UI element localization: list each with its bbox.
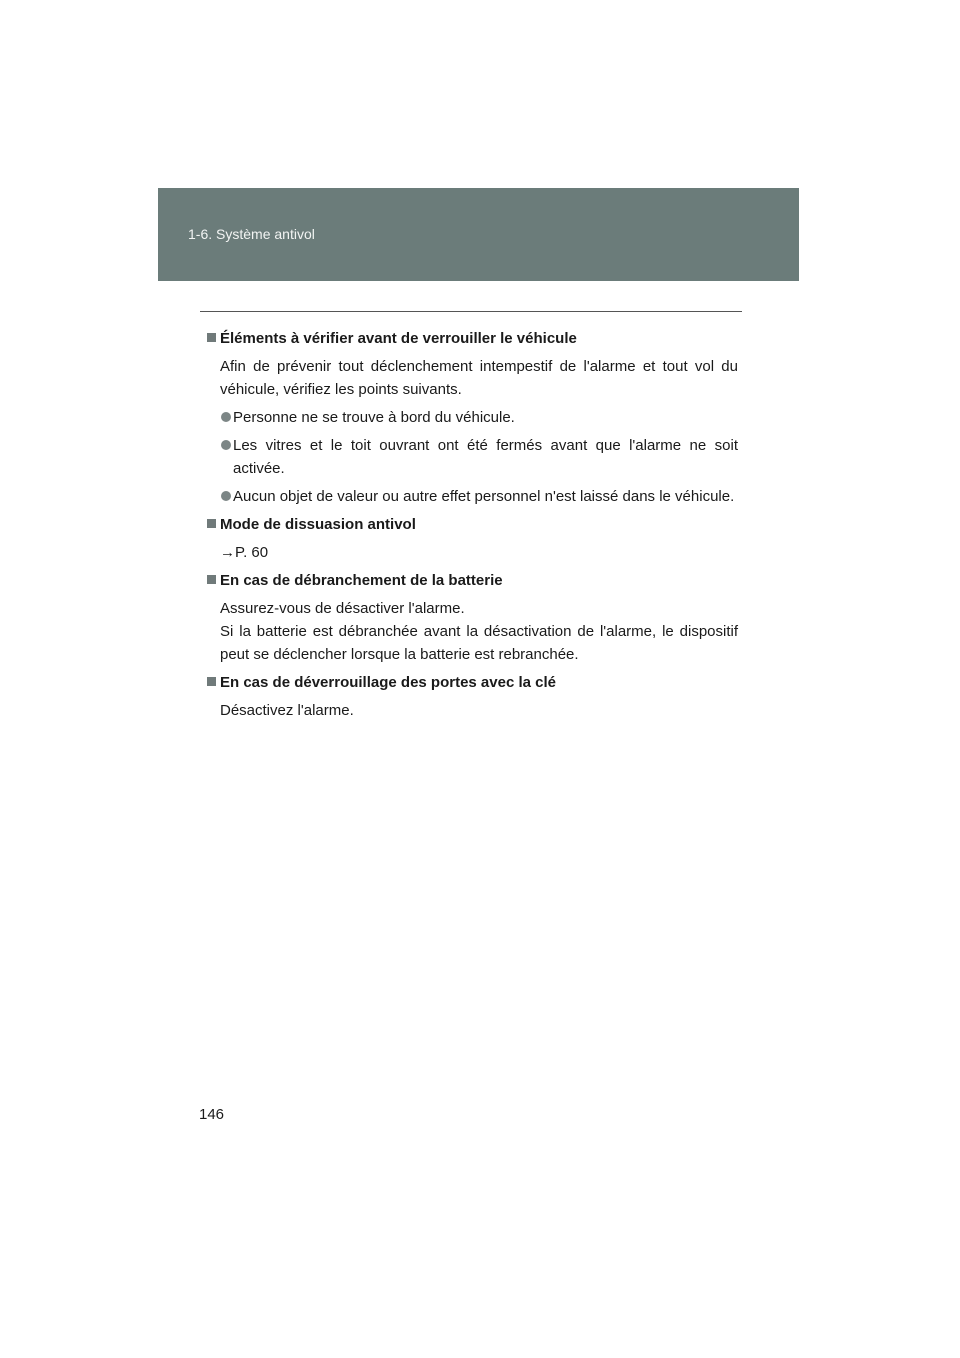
list-item: Les vitres et le toit ouvrant ont été fermés avant que l'alarme ne soit activée. <box>207 434 738 480</box>
section-key-unlock <box>207 671 738 722</box>
section-text: Désactivez l'alarme. <box>220 702 354 719</box>
square-bullet-icon <box>207 519 216 528</box>
round-bullet-icon <box>221 440 231 450</box>
section-heading: Éléments à vérifier avant de verrouiller le véhicule <box>207 327 738 350</box>
list-item: Aucun objet de valeur ou autre effet personnel n'est laissé dans le véhicule. <box>207 485 738 508</box>
square-bullet-icon <box>207 677 216 686</box>
section-text: Afin de prévenir tout déclenchement intempestif de l'alarme et tout vol du véhicule, vérifiez les points suivants. <box>220 358 738 398</box>
square-bullet-icon <box>207 575 216 584</box>
header-band <box>158 188 799 281</box>
page-number: 146 <box>199 1106 225 1123</box>
section-battery-disconnect <box>207 569 738 666</box>
divider <box>200 311 742 312</box>
section-check-before-lock <box>207 327 738 508</box>
square-bullet-icon <box>207 333 216 342</box>
page-reference: →P. 60 <box>220 544 269 561</box>
page-content <box>207 327 738 727</box>
section-heading: Mode de dissuasion antivol <box>207 513 738 536</box>
section-theft-deterrent <box>207 513 738 564</box>
round-bullet-icon <box>221 412 231 422</box>
round-bullet-icon <box>221 491 231 501</box>
list-item: Personne ne se trouve à bord du véhicule. <box>207 406 738 429</box>
section-text: Assurez-vous de désactiver l'alarme. Si la batterie est débranchée avant la désactivation de l'alarme, le dispositif peut se déclencher lorsque la batterie est rebranchée. <box>220 600 738 663</box>
section-heading: En cas de débranchement de la batterie <box>207 569 738 592</box>
section-title: 1-6. Système antivol <box>188 226 315 242</box>
section-heading: En cas de déverrouillage des portes avec la clé <box>207 671 738 694</box>
